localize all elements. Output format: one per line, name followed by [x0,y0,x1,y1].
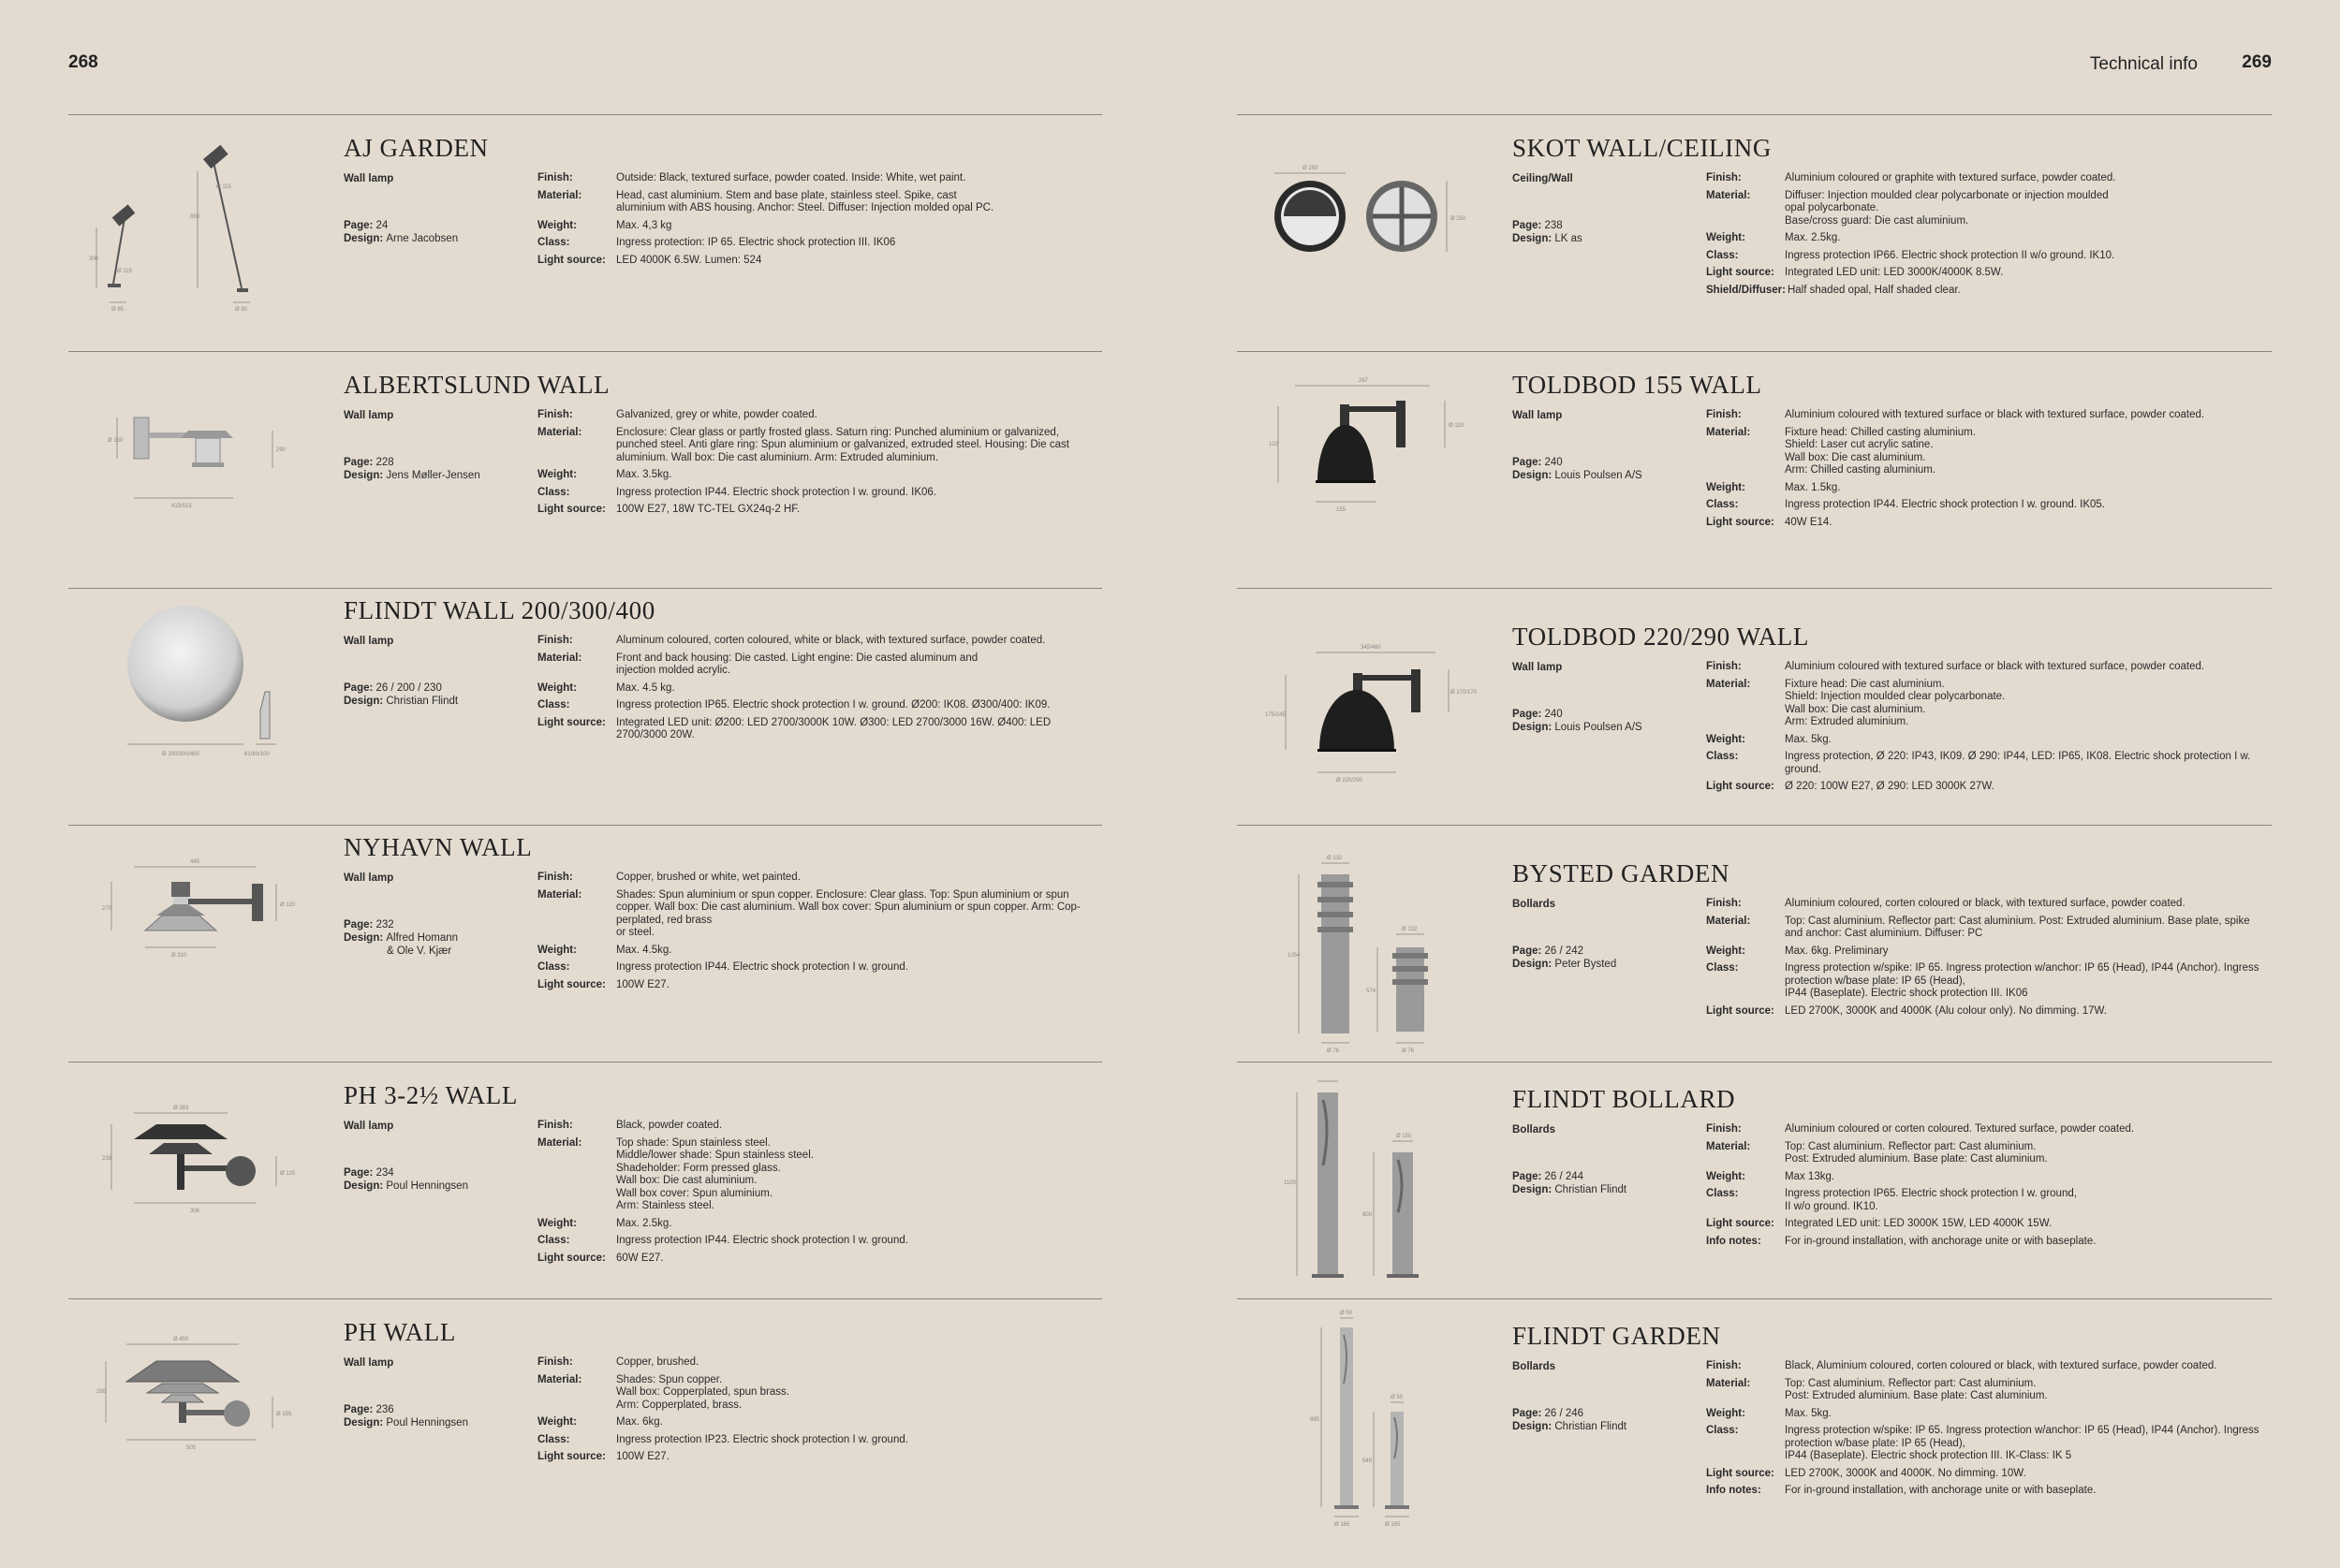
right-column [1237,114,2272,1535]
product-designer: Louis Poulsen A/S [1554,722,1642,733]
spec-label: Weight: [1706,481,1745,493]
dim-label: Ø 50 [1391,1395,1404,1400]
dim-label: Ø 165 [1334,1522,1350,1528]
spec-label: Light source: [537,1252,606,1264]
product-designer: Jens Møller-Jensen [386,470,480,481]
spec-value: Max. 1.5kg. [1785,481,1841,493]
spec-label: Finish: [1706,661,1742,672]
spec-label: Material: [1706,1140,1751,1152]
spec-value: Fixture head: Die cast aluminium. Shield: Injection moulded clear polycarbonate. Wall box: Die cast aluminium. Arm: Extruded aluminium. [1785,678,2006,727]
product-entry: 345/460 175/245 Ø 170/170 Ø 220/290 TOLDBOD 220/290 WALL Wall lamp Page: 240 Design: Louis Poulsen A/S Finish: Aluminium coloured with textured surface or black with textured surface, powder coated. Material: Fixture head: Die cast aluminium. Shield: Injection moulded clear polycarbonate. Wall box: Die cast aluminium. Arm: Extruded aluminium. Weight: Max. 5kg. Class: Ingress protection, Ø 220: IP43, IK09. Ø 290: IP44, LED: IP65, IK08. Electric shock protection I w. ground. Light source: Ø 220: 100W E27, Ø 290: LED 3000K 27W. [1237,588,2272,825]
spec-value: Aluminum coloured, corten coloured, white or black, with textured surface, powder coated. [616,635,1046,646]
dim-label: Ø 132 [1327,856,1343,861]
spec-label: Material: [1706,189,1751,201]
spec-label: Finish: [537,1356,573,1368]
spec-value: Ingress protection IP65. Electric shock protection I w. ground, II w/o ground. IK10. [1785,1188,2077,1212]
product-title: TOLDBOD 155 WALL [1512,371,1762,399]
spec-value: Integrated LED unit: LED 3000K 15W, LED 4000K 15W. [1785,1218,2053,1229]
spec-value: Black, powder coated. [616,1120,723,1131]
dim-label: Ø 90 [235,307,248,313]
spec-label: Material: [1706,1377,1751,1389]
spec-label: Weight: [537,1416,577,1428]
spec-value: Head, cast aluminium. Stem and base plate, stainless steel. Spike, cast aluminium with ABS housing. Anchor: Steel. Diffuser: Injection molded opal PC. [616,189,994,213]
spec-label: Class: [537,699,570,711]
spec-value: Ingress protection: IP 65. Electric shock protection III. IK06 [616,237,896,248]
spec-label: Light source: [1706,516,1774,528]
spec-value: Top shade: Spun stainless steel. Middle/lower shade: Spun stainless steel. Shadeholder: Form pressed glass. Wall box: Die cast aluminium. Wall box cover: Spun aluminium. Arm: Stainless steel. [616,1136,814,1211]
dim-label: Ø 76 [1402,1048,1415,1054]
spec-label: Finish: [1706,172,1742,183]
spec-label: Shield/Diffuser: [1706,284,1786,296]
dim-label: 175/245 [1265,712,1286,718]
spec-label: Weight: [537,681,577,694]
product-title: NYHAVN WALL [344,833,533,861]
spec-label: Light source: [1706,1218,1774,1229]
spec-value: Ingress protection IP65. Electric shock protection I w. ground. Ø200: IK08. Ø300/400: IK09. [616,699,1051,711]
section-title: Technical info [2089,54,2198,74]
dim-label: 345/460 [1361,645,1381,651]
product-title: TOLDBOD 220/290 WALL [1512,623,1809,651]
spec-label: Class: [1706,499,1739,510]
spec-value: LED 2700K, 3000K and 4000K. No dimming. 10W. [1785,1467,2026,1479]
product-title: AJ GARDEN [344,134,489,162]
product-title: PH WALL [344,1318,456,1346]
dim-label: 122 [1269,442,1279,447]
product-category: Bollards [1512,899,1556,910]
spec-value: Enclosure: Clear glass or partly frosted glass. Saturn ring: Punched aluminium or galvanized, punched steel. Anti glare ring: Spun aluminium or galvanized, extruded steel. Housing: Die cast aluminium. Wall box: Die cast aluminium. Arm: Extruded aluminium. [616,426,1069,463]
spec-label: Material: [537,1136,582,1149]
dim-label: Ø 110 [1449,423,1464,429]
spec-value: Shades: Spun aluminium or spun copper. Enclosure: Clear glass. Top: Spun aluminium or spun copper. Wall box: Die cast aluminium. Wall box cover: Spun aluminium or spun copper. Arm: Cop- perplated, red brass or steel. [616,888,1081,938]
bysted-garden-drawing [1237,826,1488,1062]
dim-label: Ø 85 [111,307,125,313]
spec-value: 40W E14. [1785,516,1832,528]
albertslund-wall-drawing [68,352,319,588]
spec-label: Class: [537,961,570,973]
spec-value: Aluminium coloured, corten coloured or black, with textured surface, powder coated. [1785,898,2185,909]
spec-value: Aluminium coloured or graphite with textured surface, powder coated. [1785,172,2116,183]
dim-label: 800 [1362,1212,1373,1218]
dim-label: Ø 115 [117,269,132,274]
spec-value: For in-ground installation, with anchorage unite or with baseplate. [1785,1235,2097,1247]
flindt-garden-drawing [1237,1299,1488,1535]
product-entry: Ø 150 1100 800 FLINDT BOLLARD Bollards Page: 26 / 244 Design: Christian Flindt Finish: Aluminium coloured or corten coloured. Textured surface, powder coated. Material: Top: Cast aluminium. Reflector part: Cast aluminium. Post: Extruded aluminium. Base plate: Cast aluminium. Weight: Max 13kg. Class: Ingress protection IP65. Electric shock protection I w. ground, II w/o ground. IK10. Light source: Integrated LED unit: LED 3000K 15W, LED 4000K 15W. Info notes: For in-ground installation, with anchorage unite or with baseplate. [1237,1062,2272,1298]
spec-value: Fixture head: Chilled casting aluminium. Shield: Laser cut acrylic satine. Wall box: Die cast aluminium. Arm: Chilled casting aluminium. [1785,426,1976,476]
spec-label: Finish: [537,172,573,183]
spec-value: Diffuser: Injection moulded clear polycarbonate or injection moulded opal polycarbonate. Base/cross guard: Die cast aluminium. [1785,189,2109,227]
product-designer: Christian Flindt [1554,1421,1627,1432]
dim-label: 290 [276,447,287,453]
dim-label: 1100 [1284,1180,1296,1186]
spec-label: Material: [1706,426,1751,438]
spec-value: For in-ground installation, with anchorage unite or with baseplate. [1785,1485,2097,1496]
product-title: BYSTED GARDEN [1512,859,1730,887]
spec-label: Finish: [1706,898,1742,909]
spec-value: Integrated LED unit: LED 3000K/4000K 8.5W. [1785,267,2004,278]
product-category: Wall lamp [344,872,394,884]
left-page-number: 268 [68,52,98,72]
spec-label: Weight: [1706,1407,1745,1419]
product-page-ref: 232 [375,919,394,931]
product-category: Wall lamp [344,173,394,184]
product-page-ref: 240 [1544,709,1563,720]
product-title: FLINDT WALL 200/300/400 [344,596,655,624]
spec-label: Class: [1706,962,1739,974]
product-page-ref: 26 / 246 [1544,1408,1584,1419]
product-page-ref: 234 [375,1167,394,1179]
spec-label: Info notes: [1706,1235,1761,1247]
product-category: Wall lamp [344,1357,394,1369]
spec-value: Ingress protection IP44. Electric shock protection I w. ground. [616,1235,908,1246]
product-designer: Arne Jacobsen [386,233,459,244]
dim-label: Ø 200/300/400 [162,752,199,757]
dim-label: Ø 132 [1402,927,1418,932]
spec-value: Max. 2.5kg. [616,1217,672,1229]
dim-label: Ø 125 [280,1171,296,1177]
ph-3-wall-drawing [68,1062,319,1298]
spec-value: Galvanized, grey or white, powder coated. [616,409,817,420]
product-category: Wall lamp [1512,410,1563,421]
dim-label: 1054 [1288,953,1301,959]
spec-value: Top: Cast aluminium. Reflector part: Cast aluminium. Post: Extruded aluminium. Base plate: Cast aluminium. [1785,1377,2048,1401]
spec-value: Max. 5kg. [1785,733,1832,745]
dim-label: 239 [102,1156,112,1162]
spec-label: Weight: [1706,945,1745,957]
spec-label: Info notes: [1706,1485,1761,1496]
spec-label: Weight: [537,1217,577,1229]
spec-value: LED 2700K, 3000K and 4000K (Alu colour only). No dimming. 17W. [1785,1004,2107,1017]
dim-label: 267 [1359,378,1369,384]
spec-value: Ingress protection IP44. Electric shock protection I w. ground. IK06. [616,486,936,498]
product-entry: 445 270 Ø 120 Ø 310 NYHAVN WALL Wall lamp Page: 232 Design: Alfred Homann & Ole V. Kjær Finish: Copper, brushed or white, wet painted. Material: Shades: Spun aluminium or spun copper. Enclosure: Clear glass. Top: Spun aluminium or spun copper. Wall box: Die cast aluminium. Wall box cover: Spun aluminium or spun copper. Arm: Cop- perplated, red brass or steel. Weight: Max. 4.5kg. Class: Ingress protection IP44. Electric shock protection I w. ground. Light source: 100W E27. [68,825,1102,1062]
spec-value: Copper, brushed. [616,1356,699,1368]
spec-value: Max. 6kg. [616,1416,663,1428]
spec-value: Ingress protection IP44. Electric shock protection I w. ground. [616,961,908,973]
dim-label: Ø 120 [280,902,296,908]
dim-label: Ø 150 [108,438,124,444]
product-page-ref: 24 [375,220,389,231]
product-category: Bollards [1512,1124,1556,1136]
spec-value: Ingress protection w/spike: IP 65. Ingress protection w/anchor: IP 65 (Head), IP44 (Anchor). Ingress protection w/base plate: IP 65 (Head), IP44 (Baseplate). Electric shock protection III. IK-Class: IK 5 [1785,1425,2259,1461]
spec-label: Weight: [537,469,577,480]
product-designer: Christian Flindt [386,696,459,707]
product-designer-2: & Ole V. Kjær [387,945,452,957]
dim-label: 300 [89,256,99,262]
product-category: Ceiling/Wall [1512,173,1573,184]
spec-label: Finish: [1706,1360,1742,1371]
product-entry: Ø 50 895 Ø 50 545 Ø 165 Ø 165 FLINDT GARDEN Bollards Page: 26 / 246 Design: Christian Flindt Finish: Black, Aluminium coloured, corten coloured or black, with textured surface, powder coated. Material: Top: Cast aluminium. Reflector part: Cast aluminium. Post: Extruded aluminium. Base plate: Cast aluminium. Weight: Max. 5kg. Class: Ingress protection w/spike: IP 65. Ingress protection w/anchor: IP 65 (Head), IP44 (Anchor). Ingress protection w/base plate: IP 65 (Head), IP44 (Baseplate). Electric shock protection III. IK-Class: IK 5 Light source: LED 2700K, 3000K and 4000K. No dimming. 10W. Info notes: For in-ground installation, with anchorage unite or with baseplate. [1237,1298,2272,1535]
spec-value: Ingress protection IP66. Electric shock protection II w/o ground. IK10. [1785,249,2115,261]
spec-label: Class: [537,237,570,248]
aj-garden-drawing [68,115,319,351]
spec-label: Material: [537,426,582,438]
product-designer: LK as [1554,233,1582,244]
spec-label: Class: [1706,249,1739,261]
flindt-wall-drawing [68,589,319,825]
product-designer: Peter Bysted [1554,959,1617,970]
spec-value: Ingress protection, Ø 220: IP43, IK09. Ø 290: IP44, LED: IP65, IK08. Electric shock protection I w. ground. [1785,751,2251,775]
product-designer: Poul Henningsen [386,1417,468,1429]
spec-label: Light source: [1706,781,1774,792]
product-entry: Ø 283 239 Ø 125 306 PH 3-2½ WALL Wall lamp Page: 234 Design: Poul Henningsen Finish: Black, powder coated. Material: Top shade: Spun stainless steel. Middle/lower shade: Spun stainless steel. Shadeholder: Form pressed glass. Wall box: Die cast aluminium. Wall box cover: Spun aluminium. Arm: Stainless steel. Weight: Max. 2.5kg. Class: Ingress protection IP44. Electric shock protection I w. ground. Light source: 60W E27. [68,1062,1102,1298]
spec-label: Material: [1706,915,1751,927]
dim-label: 290 [96,1389,107,1395]
spec-value: Max. 4.5kg. [616,944,672,956]
spec-label: Finish: [537,1120,573,1131]
dim-label: 505 [186,1445,197,1451]
product-category: Wall lamp [344,410,394,421]
flindt-bollard-drawing [1237,1062,1488,1298]
product-entry: Ø 200/300/400 61/83/100 FLINDT WALL 200/300/400 Wall lamp Page: 26 / 200 / 230 Design: Christian Flindt Finish: Aluminum coloured, corten coloured, white or black, with textured surface, powder coated. Material: Front and back housing: Die casted. Light engine: Die casted aluminum and injection molded acrylic. Weight: Max. 4.5 kg. Class: Ingress protection IP65. Electric shock protection I w. ground. Ø200: IK08. Ø300/400: IK09. Light source: Integrated LED unit: Ø200: LED 2700/3000K 10W. Ø300: LED 2700/3000 16W. Ø400: LED 2700/3000 20W. [68,588,1102,825]
spec-value: Max. 5kg. [1785,1407,1832,1419]
spec-value: Ingress protection w/spike: IP 65. Ingress protection w/anchor: IP 65 (Head), IP44 (Anchor). Ingress protection w/base plate: IP 65 (Head), IP44 (Baseplate). Electric shock protection III. IK06 [1785,962,2259,999]
spec-value: Half shaded opal, Half shaded clear. [1787,284,1961,296]
product-designer: Christian Flindt [1554,1184,1627,1195]
product-title: ALBERTSLUND WALL [344,371,611,399]
spec-value: Max. 3.5kg. [616,469,672,480]
toldbod-155-drawing [1237,352,1488,588]
spec-value: 60W E27. [616,1252,664,1264]
spec-label: Material: [537,888,582,901]
product-designer: Alfred Homann [386,932,459,944]
product-page-ref: 26 / 244 [1544,1171,1584,1182]
dim-label: 850 [190,214,200,220]
spec-value: 100W E27. [616,978,670,990]
spec-label: Finish: [537,635,573,646]
dim-label: Ø 115 [216,184,231,190]
product-title: FLINDT GARDEN [1512,1322,1721,1350]
product-entry: 267 122 Ø 110 155 TOLDBOD 155 WALL Wall lamp Page: 240 Design: Louis Poulsen A/S Finish: Aluminium coloured with textured surface or black with textured surface, powder coated. Material: Fixture head: Chilled casting aluminium. Shield: Laser cut acrylic satine. Wall box: Die cast aluminium. Arm: Chilled casting aluminium. Weight: Max. 1.5kg. Class: Ingress protection IP44. Electric shock protection I w. ground. IK05. Light source: 40W E14. [1237,351,2272,588]
nyhavn-wall-drawing [68,826,319,1062]
dim-label: 895 [1310,1417,1320,1423]
dim-label: 415/515 [171,504,192,509]
spec-value: Max 13kg. [1785,1170,1835,1182]
product-entry: Ø 450 290 Ø 155 505 PH WALL Wall lamp Page: 236 Design: Poul Henningsen Finish: Copper, brushed. Material: Shades: Spun copper. Wall box: Copperplated, spun brass. Arm: Copperplated, brass. Weight: Max. 6kg. Class: Ingress protection IP23. Electric shock protection I w. ground. Light source: 100W E27. [68,1298,1102,1535]
spec-label: Class: [537,486,570,498]
spec-label: Material: [537,652,582,664]
skot-wall-drawing [1237,115,1488,351]
left-column [68,114,1102,1535]
product-page-ref: 240 [1544,457,1563,468]
spec-label: Material: [537,1373,582,1385]
product-title: SKOT WALL/CEILING [1512,134,1772,162]
product-page-ref: 238 [1544,220,1563,231]
product-designer: Poul Henningsen [386,1180,468,1192]
spec-label: Material: [1706,678,1751,690]
spec-value: Top: Cast aluminium. Reflector part: Cast aluminium. Post: Extruded aluminium. Base plate, spike and anchor: Cast aluminium. Diffuser: PC [1785,915,2250,939]
spec-value: Ingress protection IP44. Electric shock protection I w. ground. IK05. [1785,499,2105,510]
dim-label: Ø 155 [276,1412,292,1417]
dim-label: Ø 450 [173,1337,189,1342]
dim-label: 574 [1366,989,1376,994]
spec-label: Light source: [537,1451,606,1462]
product-page-ref: 26 / 242 [1544,945,1584,957]
dim-label: Ø 310 [171,953,187,959]
spec-label: Light source: [537,716,606,728]
dim-label: 270 [102,906,112,912]
dim-label: Ø 250 [1302,166,1318,171]
spec-value: Copper, brushed or white, wet painted. [616,872,801,883]
spec-value: Top: Cast aluminium. Reflector part: Cast aluminium. Post: Extruded aluminium. Base plate: Cast aluminium. [1785,1140,2048,1165]
spec-value: Aluminium coloured with textured surface or black with textured surface, powder coated. [1785,661,2205,672]
spec-value: Integrated LED unit: Ø200: LED 2700/3000K 10W. Ø300: LED 2700/3000 16W. Ø400: LED 2700/3000 20W. [616,716,1052,740]
product-page-ref: 26 / 200 / 230 [375,682,442,694]
spec-label: Material: [537,189,582,201]
spec-value: Aluminium coloured with textured surface or black with textured surface, powder coated. [1785,409,2205,420]
spec-label: Finish: [537,872,573,883]
product-entry: Ø 150 290 415/515 ALBERTSLUND WALL Wall lamp Page: 228 Design: Jens Møller-Jensen Finish: Galvanized, grey or white, powder coated. Material: Enclosure: Clear glass or partly frosted glass. Saturn ring: Punched aluminium or galvanized, punched steel. Anti glare ring: Spun aluminium or galvanized, extruded steel. Housing: Die cast aluminium. Wall box: Die cast aluminium. Arm: Extruded aluminium. Weight: Max. 3.5kg. Class: Ingress protection IP44. Electric shock protection I w. ground. IK06. Light source: 100W E27, 18W TC-TEL GX24q-2 HF. [68,351,1102,588]
spec-label: Class: [1706,1425,1739,1436]
spec-value: 100W E27. [616,1451,670,1462]
spec-label: Weight: [537,219,577,231]
spec-label: Light source: [1706,1004,1774,1017]
spec-value: Max. 2.5kg. [1785,232,1841,243]
spec-label: Finish: [1706,1123,1742,1135]
spec-value: Aluminium coloured or corten coloured. Textured surface, powder coated. [1785,1123,2135,1135]
spec-value: Outside: Black, textured surface, powder coated. Inside: White, wet paint. [616,172,966,183]
spec-label: Class: [1706,1188,1739,1199]
spec-value: Shades: Spun copper. Wall box: Copperplated, spun brass. Arm: Copperplated, brass. [616,1373,789,1411]
spec-label: Class: [537,1235,570,1246]
dim-label: Ø 50 [1340,1311,1353,1316]
product-page-ref: 236 [375,1404,394,1415]
spec-value: LED 4000K 6.5W. Lumen: 524 [616,254,762,266]
dim-label: Ø 170/170 [1450,690,1478,696]
right-page-number: 269 [2242,52,2272,72]
dim-label: Ø 165 [1385,1522,1401,1528]
spec-label: Light source: [537,254,606,266]
dim-label: 61/83/100 [244,752,270,757]
spec-label: Finish: [1706,409,1742,420]
spec-label: Weight: [1706,733,1745,745]
product-category: Wall lamp [344,636,394,647]
dim-label: 545 [1362,1458,1373,1464]
spec-value: Black, Aluminium coloured, corten coloured or black, with textured surface, powder coated. [1785,1360,2217,1371]
dim-label: Ø 150 [1396,1134,1412,1139]
product-page-ref: 228 [375,457,394,468]
dim-label: Ø 250 [1450,216,1466,222]
spec-label: Weight: [537,944,577,956]
spec-value: Max. 4.5 kg. [616,681,675,694]
product-designer: Louis Poulsen A/S [1554,470,1642,481]
spec-label: Class: [1706,751,1739,762]
product-entry: Ø 250 Ø 250 SKOT WALL/CEILING Ceiling/Wall Page: 238 Design: LK as Finish: Aluminium coloured or graphite with textured surface, powder coated. Material: Diffuser: Injection moulded clear polycarbonate or injection moulded opal polycarbonate. Base/cross guard: Die cast aluminium. Weight: Max. 2.5kg. Class: Ingress protection IP66. Electric shock protection II w/o ground. IK10. Light source: Integrated LED unit: LED 3000K/4000K 8.5W. Shield/Diffuser: Half shaded opal, Half shaded clear. [1237,114,2272,351]
product-entry: Ø 132 1054 Ø 76 Ø 132 574 Ø 76 BYSTED GARDEN Bollards Page: 26 / 242 Design: Peter Bysted Finish: Aluminium coloured, corten coloured or black, with textured surface, powder coated. Material: Top: Cast aluminium. Reflector part: Cast aluminium. Post: Extruded aluminium. Base plate, spike and anchor: Cast aluminium. Diffuser: PC Weight: Max. 6kg. Preliminary Class: Ingress protection w/spike: IP 65. Ingress protection w/anchor: IP 65 (Head), IP44 (Anchor). Ingress protection w/base plate: IP 65 (Head), IP44 (Baseplate). Electric shock protection III. IK06 Light source: LED 2700K, 3000K and 4000K (Alu colour only). No dimming. 17W. [1237,825,2272,1062]
spec-value: Front and back housing: Die casted. Light engine: Die casted aluminum and injection molded acrylic. [616,652,979,676]
spec-value: Ingress protection IP23. Electric shock protection I w. ground. [616,1433,908,1445]
spec-label: Light source: [537,978,606,990]
product-category: Bollards [1512,1361,1556,1372]
spec-label: Finish: [537,409,573,420]
product-entry: 300 Ø 115 Ø 85 850 Ø 115 Ø 90 AJ GARDEN Wall lamp Page: 24 Design: Arne Jacobsen Finish: Outside: Black, textured surface, powder coated. Inside: White, wet paint. Material: Head, cast aluminium. Stem and base plate, stainless steel. Spike, cast aluminium with ABS housing. Anchor: Steel. Diffuser: Injection molded opal PC. Weight: Max. 4,3 kg Class: Ingress protection: IP 65. Electric shock protection III. IK06 Light source: LED 4000K 6.5W. Lumen: 524 [68,114,1102,351]
dim-label: 306 [190,1209,200,1214]
dim-label: Ø 76 [1327,1048,1340,1054]
spec-label: Weight: [1706,1170,1745,1182]
spec-value: Max. 6kg. Preliminary [1785,945,1889,957]
spec-label: Light source: [537,504,606,515]
product-category: Wall lamp [344,1121,394,1132]
ph-wall-drawing [68,1299,319,1535]
product-title: PH 3-2½ WALL [344,1081,518,1109]
spec-value: Max. 4,3 kg [616,219,672,231]
product-category: Wall lamp [1512,662,1563,673]
toldbod-220-drawing [1237,589,1488,825]
dim-label: 155 [1336,507,1347,513]
spec-label: Weight: [1706,232,1745,243]
dim-label: 445 [190,859,200,865]
spec-label: Light source: [1706,1467,1774,1479]
product-title: FLINDT BOLLARD [1512,1085,1736,1113]
spec-value: 100W E27, 18W TC-TEL GX24q-2 HF. [616,504,801,515]
spec-value: Ø 220: 100W E27, Ø 290: LED 3000K 27W. [1785,781,1994,792]
dim-label: Ø 283 [173,1106,189,1111]
spec-label: Class: [537,1433,570,1445]
dim-label: Ø 220/290 [1336,778,1363,784]
spec-label: Light source: [1706,267,1774,278]
